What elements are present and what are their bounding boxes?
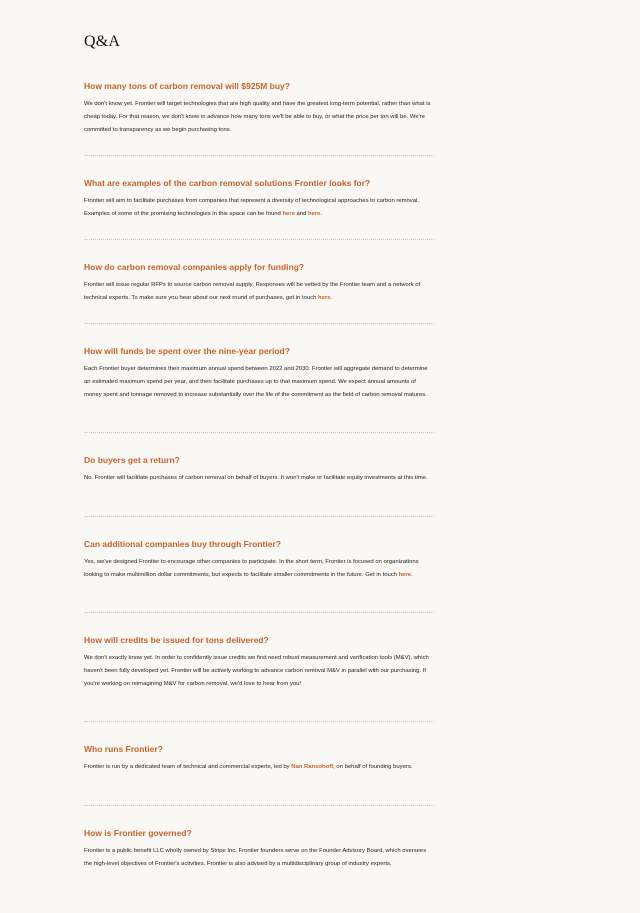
answer: [84, 363, 434, 401]
qa-item: [84, 455, 434, 485]
divider: [84, 805, 434, 806]
answer-text: Yes, we've designed Frontier to encourage other companies to participate. In the short term, Frontier is focused on organizations looking to make multimillion dollar commitments, but expects to facilitate smaller commitments in the future. Get in touch: [84, 559, 419, 578]
qa-item: [84, 744, 434, 774]
answer: [84, 761, 434, 774]
divider: [84, 323, 434, 324]
answer-text: .: [330, 294, 333, 301]
divider: [84, 516, 434, 517]
here-link[interactable]: here: [308, 210, 321, 217]
here-link[interactable]: here: [398, 571, 412, 578]
nan-ransohoff-link[interactable]: Nan Ransohoff: [291, 764, 334, 770]
question: Who runs Frontier?: [84, 744, 163, 754]
question: How will funds be spent over the nine-year period?: [84, 346, 290, 356]
question: Can additional companies buy through Frontier?: [84, 539, 281, 549]
page-title: Q&A: [84, 33, 121, 50]
qa-item: [84, 178, 434, 221]
divider: [84, 155, 434, 156]
here-link[interactable]: here: [318, 294, 331, 301]
answer-text: Frontier will aim to facilitate purchases from companies that represent a diversity of technological approaches to carbon removal. Examples of some of the promising technologies in this space can be found: [84, 198, 419, 217]
answer-text: and: [294, 210, 308, 217]
question: What are examples of the carbon removal solutions Frontier looks for?: [84, 178, 371, 188]
answer: [84, 652, 434, 690]
answer: [84, 472, 434, 485]
question: How is Frontier governed?: [84, 828, 192, 838]
qa-item: [84, 828, 434, 871]
answer-text: Frontier is run by a dedicated team of technical and commercial experts, led by: [84, 764, 292, 770]
answer: [84, 279, 434, 305]
answer-text: We don't exactly know yet. In order to confidently issue credits we first need robust measurement and verification tools (M&V), which haven't been fully developed yet. Frontier will be actively working to advance carbon removal M&V in parallel with our purchasing. If you're working on reimagining M&V for carbon removal, we'd love to hear from you!: [84, 655, 429, 687]
qa-item: [84, 635, 434, 690]
divider: [84, 239, 434, 240]
divider: [84, 721, 434, 722]
answer-text: , on behalf of founding buyers.: [333, 764, 413, 770]
answer: [84, 98, 434, 136]
answer-text: .: [411, 571, 413, 578]
divider: [84, 432, 434, 433]
qa-item: [84, 539, 434, 582]
qa-item: [84, 81, 434, 136]
qa-item: [84, 262, 434, 305]
qa-item: [84, 346, 434, 401]
answer: [84, 556, 434, 582]
answer-text: .: [320, 210, 323, 217]
question: How will credits be issued for tons delivered?: [84, 635, 269, 645]
question: How do carbon removal companies apply for funding?: [84, 262, 305, 272]
here-link[interactable]: here: [282, 210, 295, 217]
answer-text: Frontier will issue regular RFPs to source carbon removal supply. Responses will be vetted by the Frontier team and a network of technical experts. To make sure you hear about our next round of purchases, get in touch: [84, 282, 421, 301]
answer-text: We don't know yet. Frontier will target technologies that are high quality and have the greatest long-term potential, rather than what is cheap today. For that reason, we don't know in advance how many tons we'll be able to buy, or what the price per ton will be. We're committed to transparency as we begin purchasing tons.: [84, 101, 431, 133]
answer: [84, 845, 434, 871]
answer-text: Each Frontier buyer determines their maximum annual spend between 2022 and 2030. Frontier will aggregate demand to determine an estimated maximum spend per year, and then facilitate purchases up to that maximum spend. We expect annual amounts of money spent and tonnage removed to increase substantially over the life of the commitment as the field of carbon removal matures.: [84, 366, 428, 398]
question: How many tons of carbon removal will $925M buy?: [84, 81, 290, 91]
answer-text: Frontier is a public benefit LLC wholly owned by Stripe Inc. Frontier founders serve on the Founder Advisory Board, which oversees the high-level objectives of Frontier's activities. Frontier is also advised by a multidisciplinary group of industry experts.: [84, 848, 427, 867]
question: Do buyers get a return?: [84, 455, 180, 465]
answer: [84, 195, 434, 221]
answer-text: No. Frontier will facilitate purchases of carbon removal on behalf of buyers. It won't make or facilitate equity investments at this time.: [84, 475, 428, 481]
divider: [84, 612, 434, 613]
